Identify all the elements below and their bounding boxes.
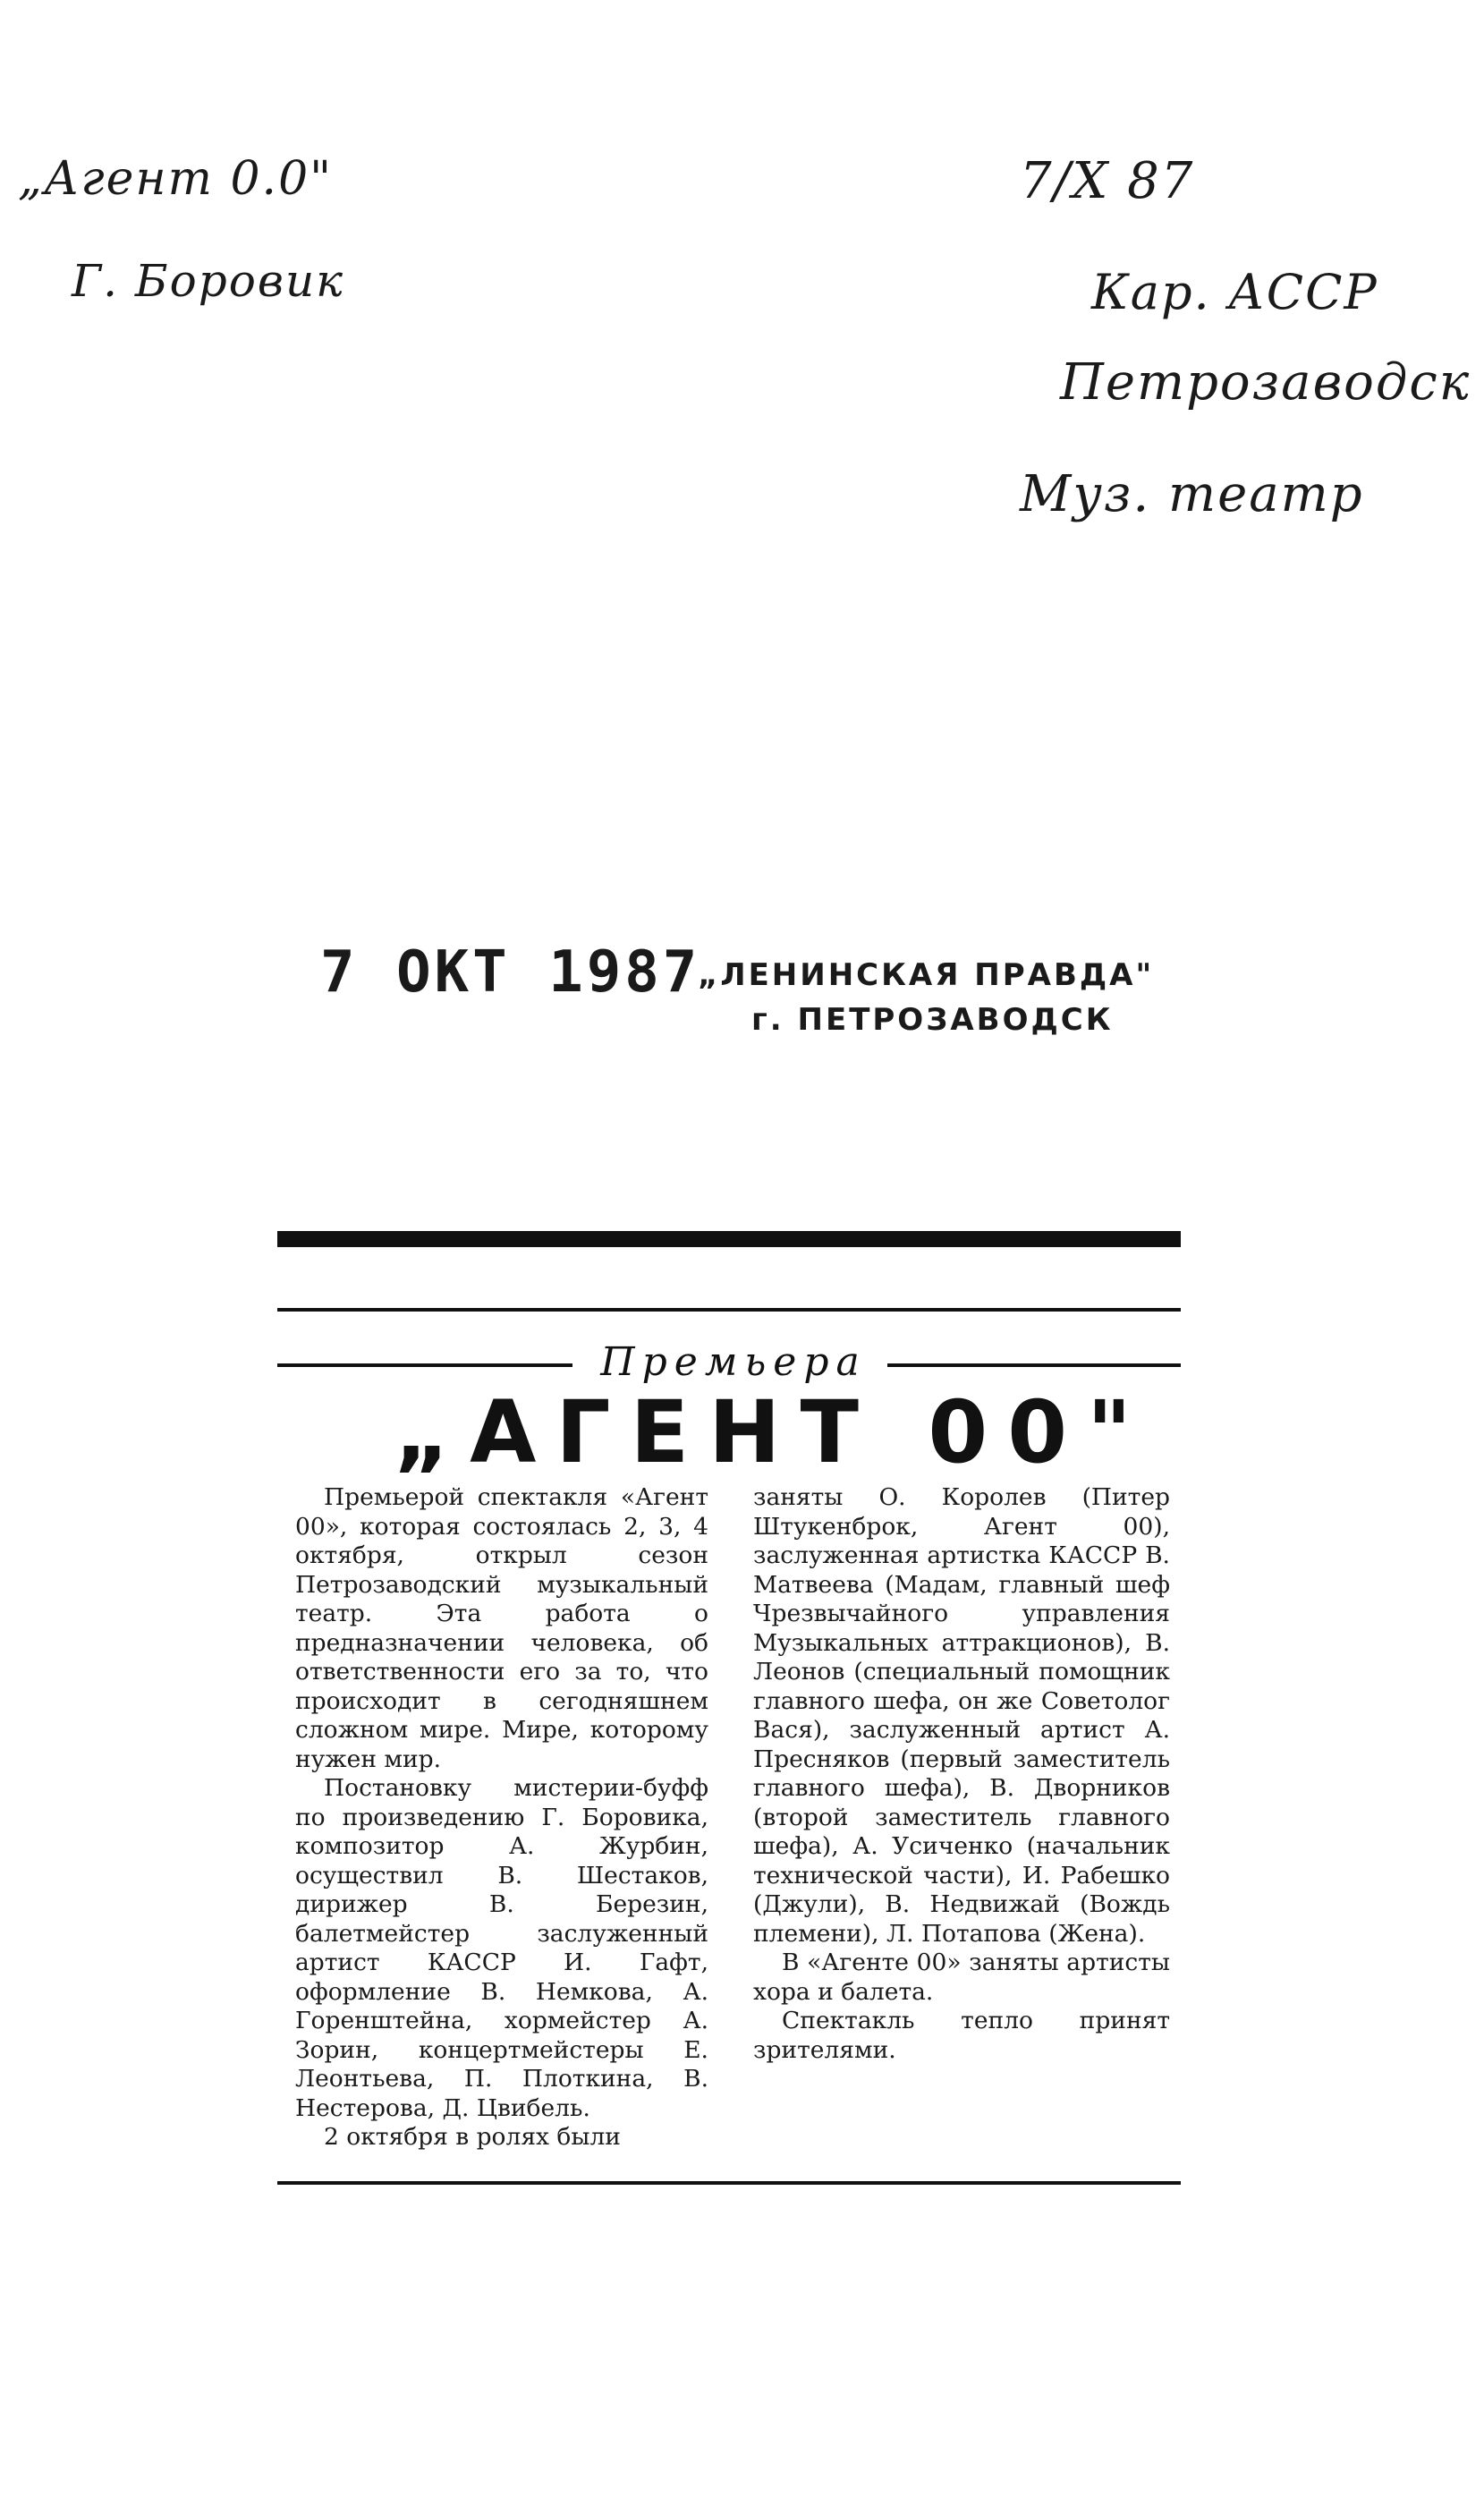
stamp-city: г. ПЕТРОЗАВОДСК — [751, 1002, 1114, 1038]
handwritten-author: Г. Боровик — [72, 255, 345, 307]
stamp-newspaper: „ЛЕНИНСКАЯ ПРАВДА" — [698, 957, 1155, 993]
handwritten-date: 7/X 87 — [1020, 152, 1195, 210]
article-column-right — [753, 1483, 1170, 2065]
rule-thick — [277, 1231, 1181, 1247]
article-paragraph: В «Агенте 00» заняты артисты хора и балета. — [753, 1949, 1170, 2006]
article-headline: „АГЕНТ 00" — [394, 1382, 1151, 1482]
article-column-left — [295, 1483, 708, 2153]
stamp-date: 7 ОКТ 1987 — [320, 939, 701, 1006]
article-paragraph: 2 октября в ролях были — [324, 2123, 621, 2151]
kicker-rule-right — [887, 1363, 1181, 1367]
article-paragraph: Постановку мистерии-буфф по произведению Г. Боровика, композитор А. Журбин, осуществил В. Шестаков, дирижер В. Березин, балетмейстер заслуженный артист КАССР И. Гафт, оформление В. Немкова, А. Горенштейна, хормейстер А. Зорин, концертмейстеры Е. Леонтьева, П. Плоткина, В. Нестерова, Д. Цвибель. — [295, 1774, 708, 2122]
handwritten-republic: Кар. АССР — [1091, 264, 1378, 320]
kicker-rule-left — [277, 1363, 572, 1367]
article-paragraph: Спектакль тепло принят зрителями. — [753, 2007, 1170, 2064]
rule-bottom — [277, 2181, 1181, 2185]
handwritten-city: Петрозаводск — [1060, 353, 1471, 412]
handwritten-venue: Муз. театр — [1020, 465, 1364, 523]
article-paragraph-continued: заняты О. Королев (Питер Штукенброк, Агент 00), заслуженная артистка КАССР В. Матвеева (Мадам, главный шеф Чрезвычайного управления Музыкальных аттракционов), В. Леонов (специальный помощник главного шефа, он же Советолог Вася), заслуженный артист А. Пресняков (первый заместитель главного шефа), В. Дворников (второй заместитель главного шефа), А. Усиченко (начальник технической части), И. Рабешко (Джули), В. Недвижай (Вождь племени), Л. Потапова (Жена). — [753, 1483, 1170, 1948]
article-kicker: Премьера — [600, 1339, 867, 1385]
handwritten-title: „Агент 0.0" — [18, 152, 334, 206]
article-paragraph: Премьерой спектакля «Агент 00», которая состоялась 2, 3, 4 октября, открыл сезон Петрозаводский музыкальный театр. Эта работа о предназначении человека, об ответственности его за то, что происходит в сегодняшнем сложном мире. Мире, которому нужен мир. — [295, 1483, 708, 1773]
rule-thin — [277, 1308, 1181, 1312]
